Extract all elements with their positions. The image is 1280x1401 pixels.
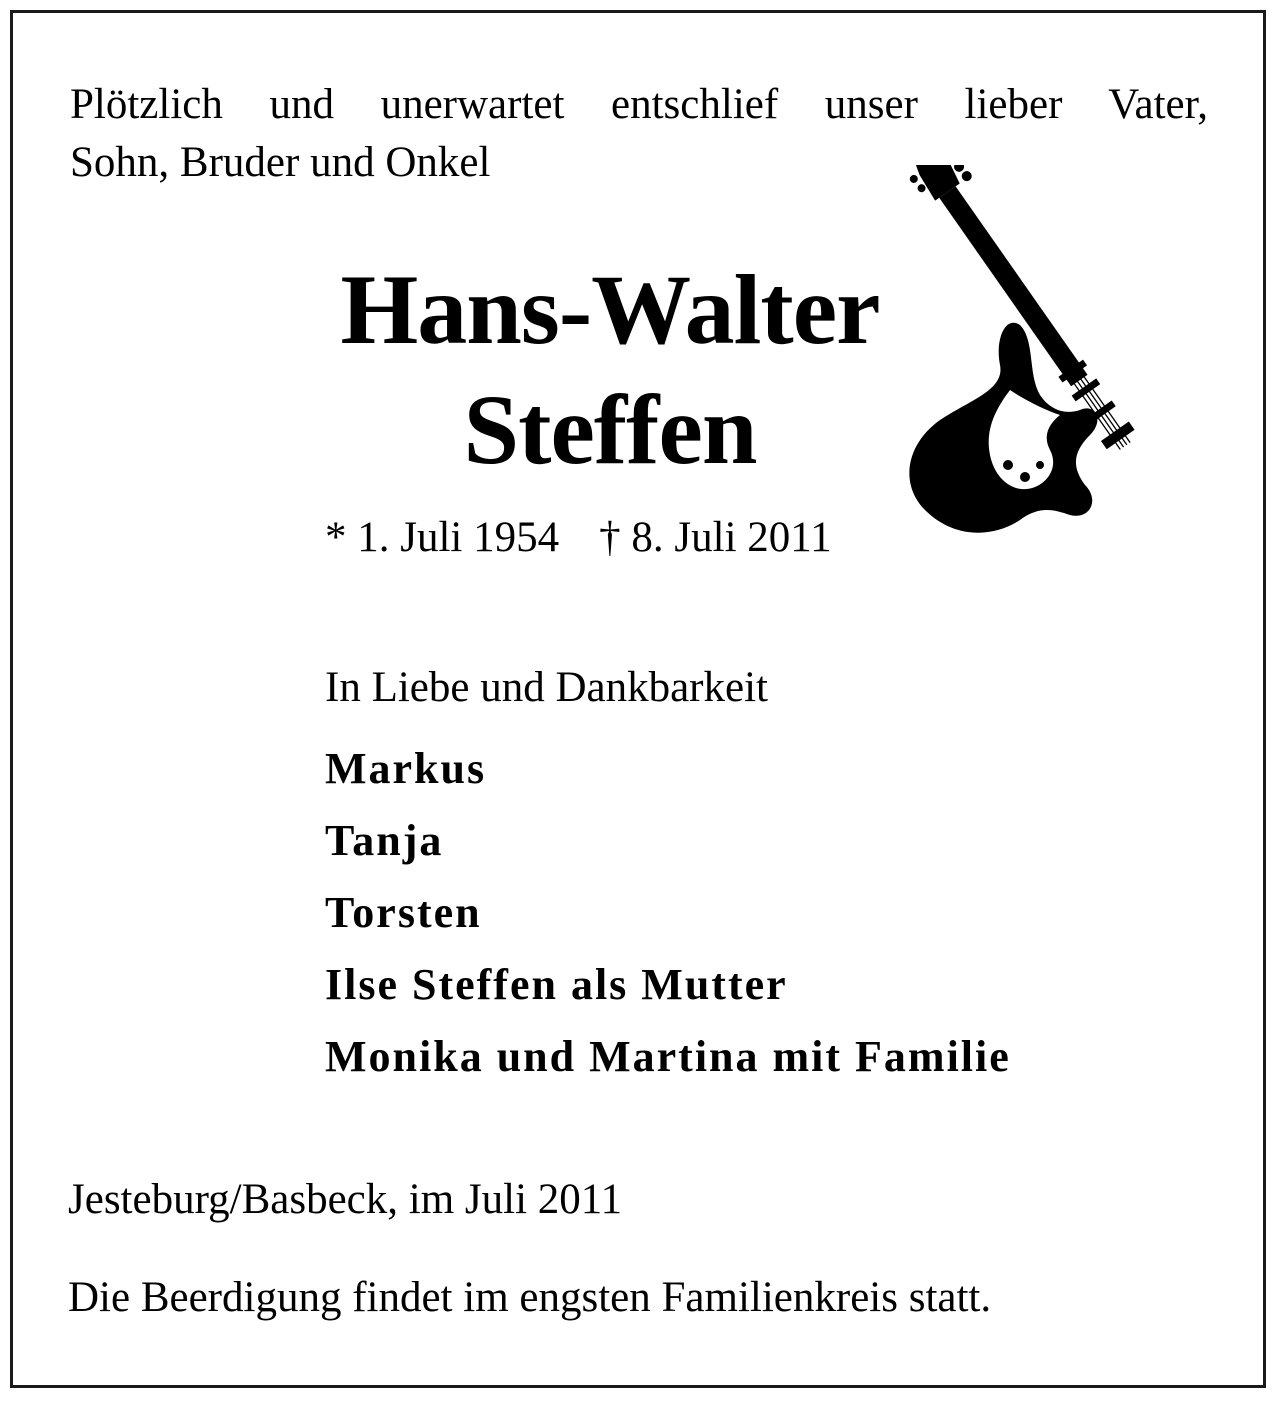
mourner-name: Markus <box>325 744 487 793</box>
death-date: † 8. Juli 2011 <box>599 514 832 561</box>
mourners-list <box>325 738 1011 1098</box>
deceased-first-name: Hans-Walter <box>340 254 880 365</box>
mourner-name: Tanja <box>325 816 444 865</box>
intro-line-2: Sohn, Bruder und Onkel <box>70 139 491 186</box>
life-dates <box>325 510 832 566</box>
mourner-name: Torsten <box>325 888 482 937</box>
mourner-name: Monika und Martina mit Familie <box>325 1032 1011 1081</box>
mourner-name: Ilse Steffen als Mutter <box>325 960 788 1009</box>
place-and-date: Jesteburg/Basbeck, im Juli 2011 <box>68 1176 623 1223</box>
electric-guitar-icon <box>900 165 1230 555</box>
deceased-name <box>230 250 990 490</box>
birth-date: * 1. Juli 1954 <box>325 514 560 561</box>
deceased-last-name: Steffen <box>463 374 757 485</box>
dedication-text: In Liebe und Dankbarkeit <box>325 664 768 711</box>
intro-line-1: Plötzlich und unerwartet entschlief unser lieber Vater, <box>70 81 1208 128</box>
burial-note: Die Beerdigung findet im engsten Familienkreis statt. <box>68 1274 992 1321</box>
